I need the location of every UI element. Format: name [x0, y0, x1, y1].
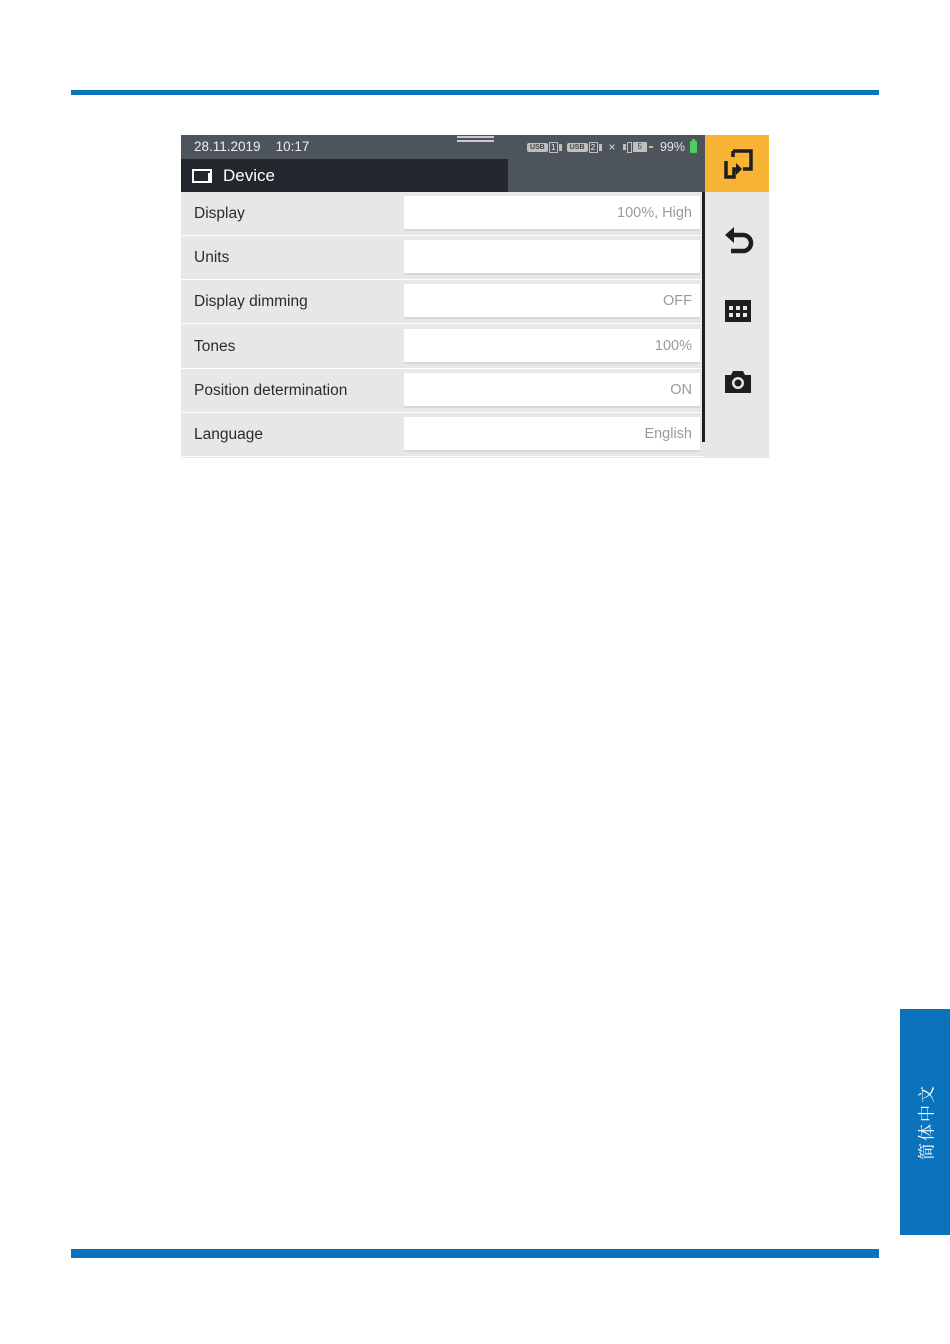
usb1-icon: USB 1: [527, 142, 562, 153]
setting-label: Position determination: [194, 382, 348, 399]
language-tab: [900, 1009, 950, 1235]
setting-label: Display dimming: [194, 293, 308, 310]
setting-value-field[interactable]: [404, 373, 700, 408]
battery-icon: [690, 141, 697, 153]
bottom-blue-rule: [71, 1249, 879, 1258]
setting-label: Display: [194, 205, 245, 222]
setting-value-field[interactable]: [404, 240, 700, 275]
setting-value: English: [644, 426, 692, 442]
setting-value-field[interactable]: [404, 284, 700, 319]
setting-value-field[interactable]: [404, 417, 700, 452]
title-bar: [181, 159, 508, 192]
keypad-button[interactable]: [705, 283, 769, 333]
setting-row-units[interactable]: [181, 236, 705, 280]
setting-value-field[interactable]: [404, 196, 700, 231]
setting-value: 100%, High: [617, 205, 692, 221]
camera-icon: [721, 365, 755, 399]
setting-value: ON: [670, 382, 692, 398]
language-tab-label: 简体中文: [917, 1084, 938, 1160]
disconnected-icon: ×: [608, 140, 616, 154]
setting-row-display[interactable]: [181, 192, 705, 236]
exit-to-parent-icon: [721, 147, 755, 181]
setting-value: OFF: [663, 293, 692, 309]
setting-row-position-determination[interactable]: [181, 369, 705, 413]
date-time: [194, 139, 309, 154]
exit-button[interactable]: [705, 135, 769, 192]
undo-arrow-icon: [721, 226, 755, 260]
header: [181, 135, 705, 192]
setting-value-field[interactable]: [404, 329, 700, 364]
time: 10:17: [275, 139, 310, 154]
action-sidebar: [705, 192, 769, 458]
top-blue-rule: [71, 90, 879, 95]
sd-card-icon: 5: [623, 142, 653, 153]
page-title: Device: [223, 166, 275, 185]
setting-row-display-dimming[interactable]: [181, 280, 705, 324]
setting-value: 100%: [654, 338, 692, 354]
screenshot-button[interactable]: [705, 353, 769, 403]
grid-keypad-icon: [721, 295, 755, 329]
date: 28.11.2019: [194, 139, 261, 154]
usb2-icon: USB 2: [567, 142, 602, 153]
status-bar: [181, 135, 705, 159]
setting-row-language[interactable]: [181, 413, 705, 457]
setting-row-tones[interactable]: [181, 325, 705, 369]
status-icons: [527, 140, 697, 154]
device-icon: [192, 169, 212, 183]
back-button[interactable]: [705, 214, 769, 264]
settings-list: [181, 192, 705, 458]
device-screen: [181, 135, 769, 458]
setting-label: Units: [194, 249, 230, 266]
setting-label: Language: [194, 426, 263, 443]
setting-label: Tones: [194, 338, 236, 355]
drag-handle[interactable]: [457, 136, 494, 142]
battery-percent: 99%: [659, 140, 685, 154]
